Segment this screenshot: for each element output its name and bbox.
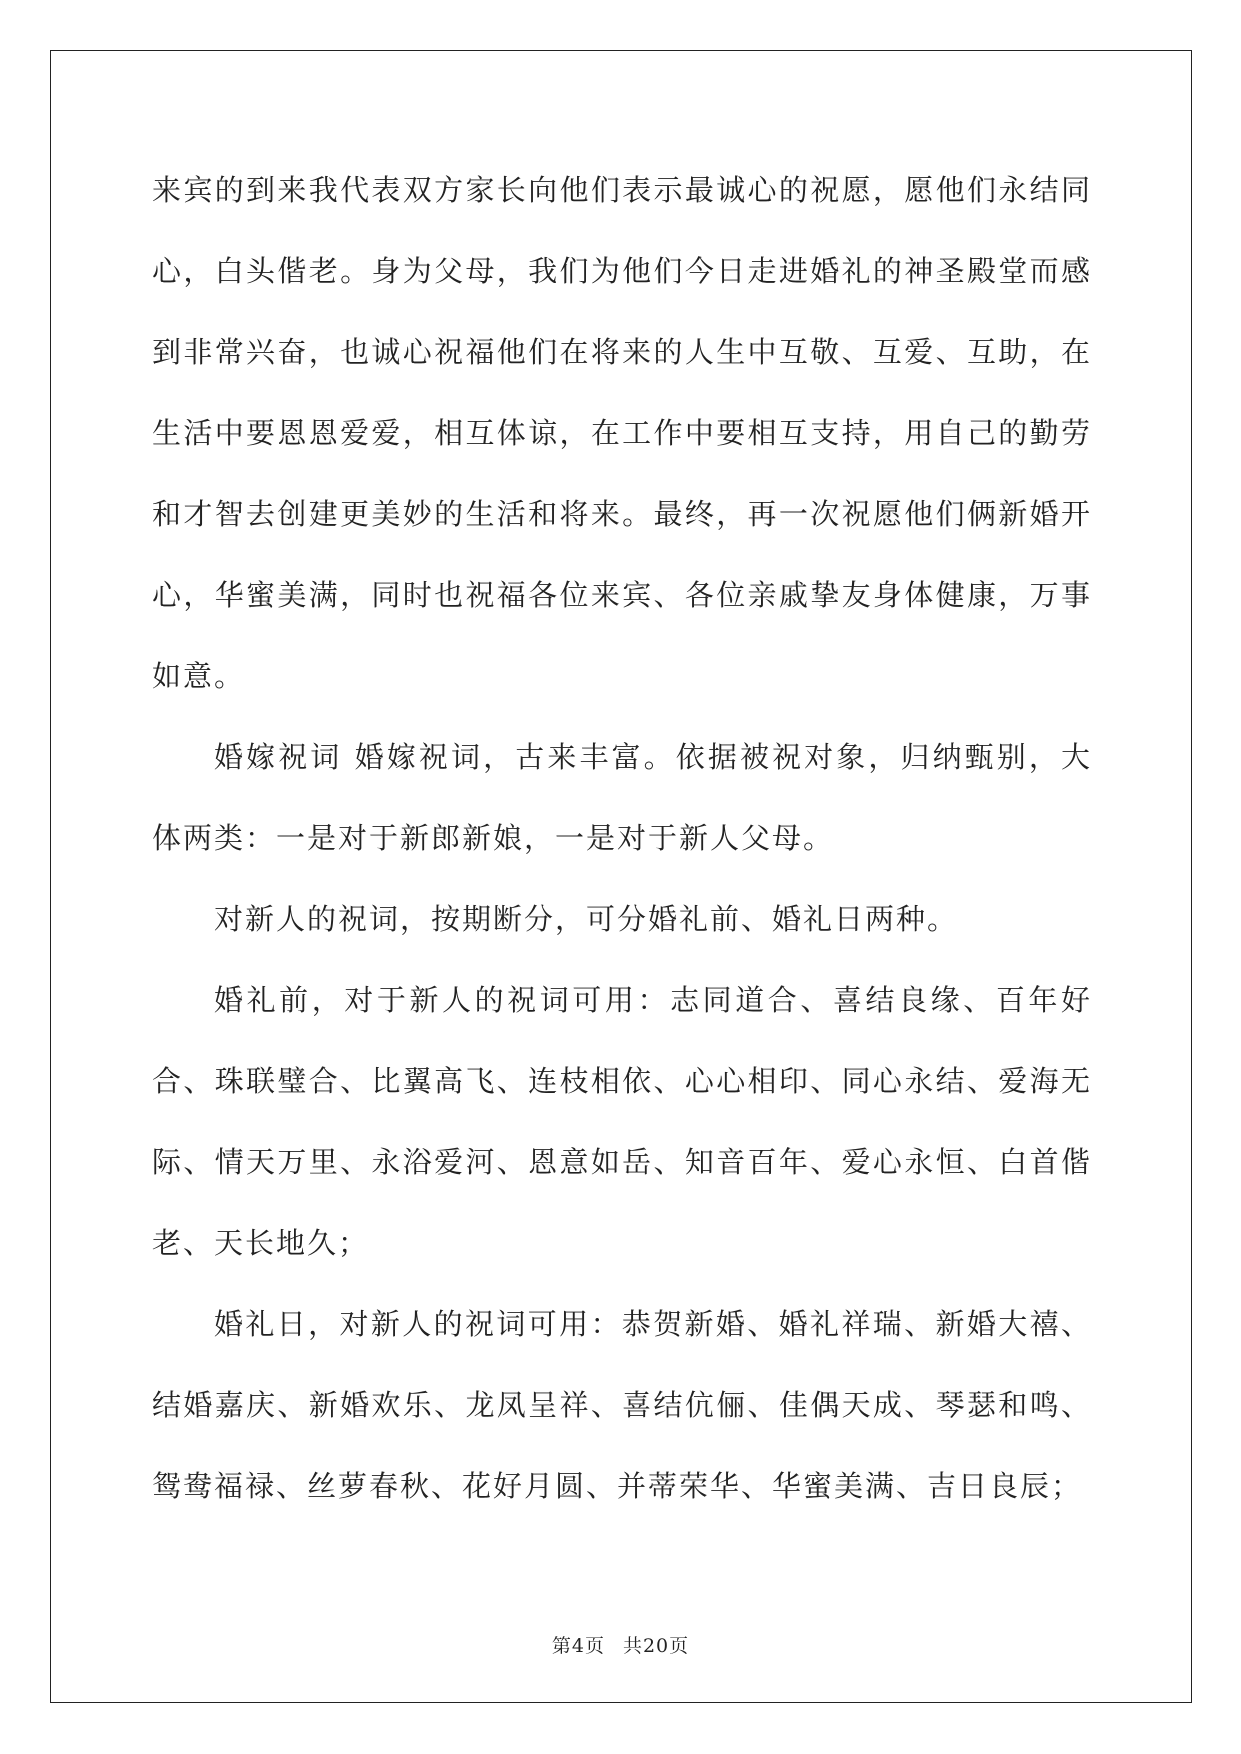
paragraph-2: 婚嫁祝词 婚嫁祝词，古来丰富。依据被祝对象，归纳甄别，大体两类：一是对于新郎新娘，一是对于新人父母。 [152, 740, 1092, 855]
paragraph-4: 婚礼前，对于新人的祝词可用：志同道合、喜结良缘、百年好合、珠联璧合、比翼高飞、连枝相依、心心相印、同心永结、爱海无际、情天万里、永浴爱河、恩意如岳、知音百年、爱心永恒、白首偕老、天长地久； [152, 983, 1092, 1260]
document-body [152, 150, 1092, 1527]
page-number: 第4页 [551, 1635, 605, 1657]
paragraph-5: 婚礼日，对新人的祝词可用：恭贺新婚、婚礼祥瑞、新婚大禧、结婚嘉庆、新婚欢乐、龙凤呈祥、喜结伉俪、佳偶天成、琴瑟和鸣、鸳鸯福禄、丝萝春秋、花好月圆、并蒂荣华、华蜜美满、吉日良辰； [152, 1307, 1092, 1503]
paragraph-1: 来宾的到来我代表双方家长向他们表示最诚心的祝愿，愿他们永结同心，白头偕老。身为父母，我们为他们今日走进婚礼的神圣殿堂而感到非常兴奋，也诚心祝福他们在将来的人生中互敬、互爱、互助，在生活中要恩恩爱爱，相互体谅，在工作中要相互支持，用自己的勤劳和才智去创建更美妙的生活和将来。最终，再一次祝愿他们俩新婚开心，华蜜美满，同时也祝福各位来宾、各位亲戚挚友身体健康，万事如意。 [152, 173, 1092, 693]
page-footer [0, 1631, 1241, 1658]
page-total: 共20页 [622, 1635, 690, 1657]
paragraph-3: 对新人的祝词，按期断分，可分婚礼前、婚礼日两种。 [214, 902, 959, 936]
